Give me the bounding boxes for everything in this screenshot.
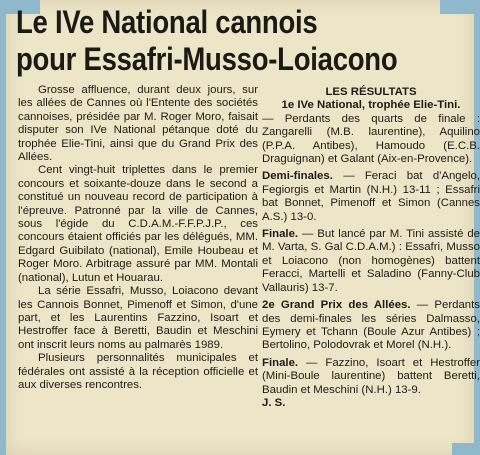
semi-finals-label: Demi-finales. bbox=[262, 170, 333, 183]
final-text: — But lancé par M. Tini assisté de M. Varta, S. Gal C.D.A.M.) : Essafri, Musso et Loiacono (non homogènes) battent Feracci, Martelli et Saladino (Fanny-Club Vallauris) 13-7. bbox=[262, 228, 480, 294]
results-column bbox=[262, 86, 480, 410]
headline-line-2: pour Essafri-Musso-Loiacono bbox=[16, 41, 398, 77]
final-text: — Fazzino, Isoart et Hestroffer (Mini-Boule laurentine) battent Beretti, Baudin et Meschini (N.H.) 13-9. bbox=[262, 356, 480, 396]
event2 bbox=[262, 299, 480, 353]
article-paragraph: Plusieurs personnalités municipales et fédérales ont assisté à la réception officielle et aux diverses rencontres. bbox=[18, 352, 258, 391]
headline-line-1: Le IVe National cannois bbox=[16, 4, 318, 40]
event1-title: 1e IVe National, trophée Elie-Tini. bbox=[281, 99, 461, 112]
event1-semi-finals bbox=[262, 170, 480, 224]
results-title: LES RÉSULTATS bbox=[325, 86, 417, 98]
final-label: Finale. bbox=[262, 228, 299, 241]
event1-final bbox=[262, 228, 480, 295]
semi-finals-text: — Feraci bat d'Angelo, Fegiorgis et Martin (N.H.) 13-11 ; Essafri bat Bonnet, Pimenoff et Simon (Cannes A.S.) 13-0. bbox=[262, 170, 480, 223]
event1-quarter-finals: — Perdants des quarts de finale : Zangarelli (M.B. laurentine), Aquilino (P.P.A. Antibes), Hamoudo (E.C.B. Draguignan) et Galant (Aix-en-Provence). bbox=[262, 112, 480, 166]
newspaper-clipping bbox=[6, 0, 480, 455]
headline bbox=[16, 4, 412, 78]
event2-final bbox=[262, 357, 480, 397]
event2-semi-finals: — Perdants des demi-finales les séries Dalmasso, Eymery et Tchann (Boule Azur Antibes) ; Bertolino, Polodovrak et Morel (N.H.). bbox=[262, 299, 480, 352]
article-paragraph: Grosse affluence, durant deux jours, sur les allées de Cannes où l'Entente des sociétés cannoises, présidée par M. Roger Moro, faisait disputer son IVe National pétanque doté du trophée Elie-Tini, ainsi que du Grand Prix des Allées. bbox=[18, 84, 258, 164]
article-paragraph: La série Essafri, Musso, Loiacono devant les Cannois Bonnet, Pimenoff et Simon, d'une part, et les Laurentins Fazzino, Isoart et Hestroffer face à Beretti, Baudin et Meschini ont inscrit leurs noms au palmarès 1989. bbox=[18, 285, 258, 351]
torn-corner bbox=[440, 0, 474, 14]
event2-title: 2e Grand Prix des Allées. bbox=[262, 299, 411, 312]
signature: J. S. bbox=[262, 396, 286, 409]
article-paragraph: Cent vingt-huit triplettes dans le premier concours et soixante-douze dans le second a constitué un nouveau record de participation à l'épreuve. Patronné par la ville de Cannes, sous l'égide du C.D.A.M.-F.F.P.J.P., ces concours étaient officiés par les délégués, MM. Edgard Guibilato (national), Emile Houbeau et Roger Moro. Arbitrage assuré par MM. Montali (national), Lutun et Houarau. bbox=[18, 164, 258, 284]
torn-corner bbox=[452, 443, 474, 455]
article-column bbox=[18, 84, 258, 392]
final-label: Finale. bbox=[262, 356, 299, 369]
